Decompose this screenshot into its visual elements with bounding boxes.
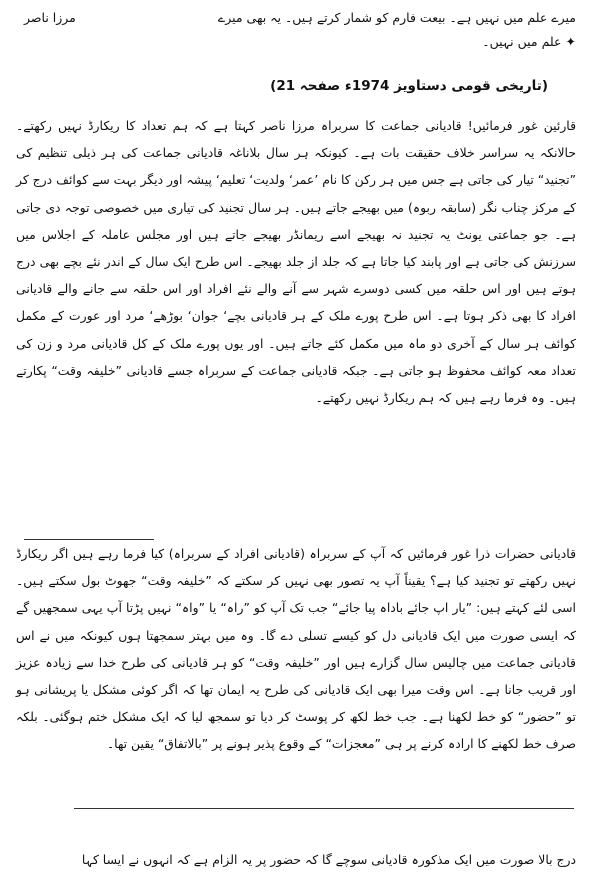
speaker-name: مرزا ناصر [24,10,76,25]
paragraph-3: درج بالا صورت میں ایک مذکورہ قادیانی سوچے گا کہ حضور پر یہ الزام ہے کہ انہوں نے ایسا کہا [81,852,576,867]
continuation-line-2 [14,30,576,54]
continuation-line [14,6,576,30]
continuation-text: میرے علم میں نہیں ہے۔ بیعت فارم کو شمار کرتے ہیں۔ یہ بھی میرے [217,10,576,25]
bullet-icon: ✦ [565,34,576,49]
document-page [14,0,576,885]
paragraph-1: قارئین غور فرمائیں! قادیانی جماعت کا سربراہ مرزا ناصر کہتا ہے کہ ہم تعداد کا ریکارڈ نہیں رکھتے۔ حالانکہ یہ سراسر خلاف حقیقت بات ہے۔ کیونکہ ہر سال بلاناغہ قادیانی جماعت کی ہر ذیلی تنظیم کی ”تجنید“ تیار کی جاتی ہے جس میں ہر رکن کا نام ’عمر‘ ولدیت‘ تعلیم‘ پیشہ اور دیگر بہت سے کوائف درج کر کے مرکز چناب نگر (سابقہ ربوہ) میں بھیجے جاتے ہیں۔ ہر سال تجنید کی تیاری میں خصوصی توجہ دی جاتی ہے۔ جو جماعتی یونٹ یہ تجنید نہ بھیجے اسے ریمانڈر بھیجے جاتے ہیں اور مجلس عاملہ کے اجلاس میں سرزنش کی جاتی ہے اور پابند کیا جاتا ہے کہ جلد از جلد بھیجے۔ اس طرح ایک سال کے اندر نئے بچے بھی درج ہوتے ہیں اور اس حلقہ میں کسی دوسرے شہر سے آنے والے نئے افراد اور اس حلقہ سے جانے والے قادیانی افراد کا بھی ذکر ہوتا ہے۔ اس طرح پورے ملک کے ہر قادیانی بچے‘ جوان‘ بوڑھے‘ مرد اور عورت کے مکمل کوائف ہر سال کے آخری دو ماہ میں مکمل کئے جاتے ہیں۔ اور یوں پورے ملک کے کل قادیانی مرد و زن کی تعداد معہ کوائف محفوظ ہو جاتی ہے۔ جبکہ قادیانی جماعت کے سربراہ جسے قادیانی ”خلیفہ وقت“ پکارتے ہیں۔ وہ فرما رہے ہیں کہ ہم ریکارڈ نہیں رکھتے۔ [16,118,576,406]
paragraph-2: قادیانی حضرات ذرا غور فرمائیں کہ آپ کے سربراہ (قادیانی افراد کے سربراہ) کیا فرما رہے ہیں اگر ریکارڈ نہیں رکھتے تو تجنید کیا ہے؟ یقیناً آپ یہ تصور بھی نہیں کر سکتے کہ ”خلیفہ وقت“ جھوٹ بول سکتے ہیں۔ اسی لئے کہتے ہیں: ”یار اپ جائے باداہ پیا جائے“ جب تک آپ کو ”راہ“ یا ”واہ“ نہیں پڑتا آپ یہی سمجھیں گے کہ ایسی صورت میں ایک قادیانی دل کو کیسے تسلی دے گا۔ وہ میں بہتر سمجھتا ہوں کیونکہ میں نے اس قادیانی جماعت میں چالیس سال گزارے ہیں اور ”خلیفہ وقت“ کو ہر قادیانی کی طرح خدا سے زیادہ عزیز اور قریب جانا ہے۔ اس وقت میرا بھی ایک قادیانی کی طرح یہ ایمان تھا کہ اگر کوئی مشکل یا پریشانی ہو تو ”حضور“ کو خط لکھنا ہے۔ جب خط لکھ کر پوسٹ کر دیا تو سمجھ لیا کہ ایک مشکل ختم ہوگئی۔ بلکہ صرف خط لکھنے کا ارادہ کرنے پر ہی ”معجزات“ کے وقوع پذیر ہونے پر ”بالاتفاق“ یقین تھا۔ [16,546,576,752]
source-reference: (تاریخی قومی دستاویز 1974ء صفحہ 21) [270,78,548,94]
underline-rule [74,808,574,809]
continuation-text-2: علم میں نہیں۔ [482,34,562,49]
